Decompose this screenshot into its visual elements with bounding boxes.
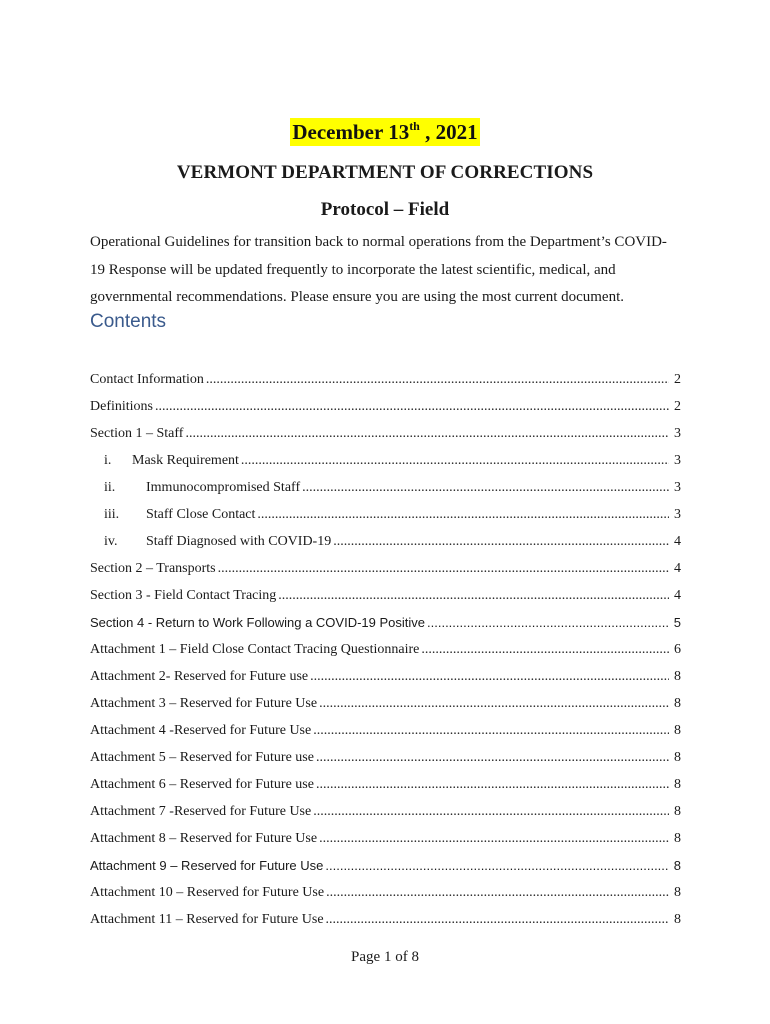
toc-entry-page: 3 — [674, 453, 681, 468]
toc-entry[interactable] — [90, 798, 681, 825]
toc-entry-page: 4 — [674, 561, 681, 576]
toc-entry-label[interactable]: Attachment 6 – Reserved for Future use — [90, 777, 314, 792]
toc-entry-label[interactable]: Attachment 2- Reserved for Future use — [90, 669, 309, 684]
toc-entry-number: iii. — [104, 507, 120, 522]
toc-entry-page: 8 — [674, 696, 681, 711]
organization-title: VERMONT DEPARTMENT OF CORRECTIONS — [176, 162, 594, 183]
toc-entry-page: 4 — [674, 534, 681, 549]
toc-dot-leader — [319, 825, 669, 852]
toc-entry-page: 8 — [674, 723, 681, 738]
toc-dot-leader — [310, 663, 669, 690]
page-number: Page 1 of 8 — [351, 949, 419, 965]
toc-entry-page: 8 — [674, 750, 681, 765]
toc-dot-leader — [316, 771, 669, 798]
date-text: December 13 — [292, 120, 410, 144]
toc-dot-leader — [313, 798, 669, 825]
toc-entry-label[interactable]: Staff Close Contact — [146, 507, 256, 522]
document-date — [0, 118, 770, 146]
table-of-contents — [90, 366, 681, 933]
toc-entry-label[interactable]: Attachment 7 -Reserved for Future Use — [90, 804, 312, 819]
toc-entry-page: 6 — [674, 642, 681, 657]
toc-entry[interactable] — [90, 690, 681, 717]
toc-entry[interactable] — [90, 879, 681, 906]
toc-entry-label[interactable]: Section 3 - Field Contact Tracing — [90, 588, 277, 603]
toc-entry-label[interactable]: Attachment 8 – Reserved for Future Use — [90, 831, 318, 846]
toc-entry-label[interactable]: Attachment 3 – Reserved for Future Use — [90, 696, 318, 711]
toc-entry-label[interactable]: Mask Requirement — [132, 453, 239, 468]
toc-entry-label[interactable]: Attachment 5 – Reserved for Future use — [90, 750, 314, 765]
toc-entry-label[interactable]: Section 2 – Transports — [90, 561, 216, 576]
toc-entry[interactable] — [90, 825, 681, 852]
toc-entry[interactable] — [90, 771, 681, 798]
toc-entry-page: 2 — [674, 372, 681, 387]
toc-entry[interactable] — [90, 852, 681, 879]
toc-dot-leader — [326, 879, 669, 906]
toc-dot-leader — [427, 609, 669, 636]
toc-entry[interactable] — [90, 393, 681, 420]
toc-entry-page: 5 — [673, 615, 681, 630]
toc-entry-page: 8 — [674, 831, 681, 846]
toc-dot-leader — [316, 744, 669, 771]
toc-entry-label[interactable]: Attachment 10 – Reserved for Future Use — [90, 885, 325, 900]
date-year: , 2021 — [419, 120, 478, 144]
toc-entry[interactable] — [90, 582, 681, 609]
toc-entry[interactable] — [90, 555, 681, 582]
toc-entry-label[interactable]: Attachment 4 -Reserved for Future Use — [90, 723, 312, 738]
contents-heading: Contents — [90, 311, 167, 332]
toc-entry-page: 8 — [673, 858, 681, 873]
toc-entry-number: i. — [104, 453, 112, 468]
toc-entry-page: 8 — [674, 912, 681, 927]
toc-entry-number: iv. — [104, 534, 118, 549]
toc-entry[interactable] — [90, 717, 681, 744]
toc-entry-label[interactable]: Immunocompromised Staff — [146, 480, 301, 495]
intro-paragraph: Operational Guidelines for transition back to normal operations from the Department’s COVID-19 Response will be updated frequently to incorporate the latest scientific, medical, and governmental recommendations. Please ensure you are using the most current document. — [90, 234, 667, 305]
toc-entry[interactable] — [90, 366, 681, 393]
toc-entry-label[interactable]: Attachment 11 – Reserved for Future Use — [90, 912, 324, 927]
toc-entry-page: 4 — [674, 588, 681, 603]
toc-dot-leader — [325, 852, 669, 879]
toc-dot-leader — [421, 636, 669, 663]
toc-entry[interactable] — [90, 447, 681, 474]
toc-dot-leader — [257, 501, 669, 528]
toc-entry[interactable] — [90, 744, 681, 771]
toc-entry[interactable] — [90, 501, 681, 528]
toc-entry-page: 8 — [674, 885, 681, 900]
toc-entry-page: 3 — [674, 426, 681, 441]
toc-entry-label[interactable]: Attachment 9 – Reserved for Future Use — [90, 858, 324, 873]
date-ordinal: th — [409, 119, 420, 133]
toc-entry[interactable] — [90, 636, 681, 663]
toc-entry-label[interactable]: Section 1 – Staff — [90, 426, 184, 441]
toc-entry-label[interactable]: Contact Information — [90, 372, 204, 387]
toc-entry-label[interactable]: Attachment 1 – Field Close Contact Tracing Questionnaire — [90, 642, 420, 657]
toc-dot-leader — [185, 420, 669, 447]
toc-entry-page: 3 — [674, 480, 681, 495]
toc-entry[interactable] — [90, 906, 681, 933]
toc-dot-leader — [333, 528, 669, 555]
toc-entry-page: 3 — [674, 507, 681, 522]
toc-dot-leader — [218, 555, 669, 582]
toc-entry[interactable] — [90, 609, 681, 636]
toc-dot-leader — [326, 906, 669, 933]
toc-dot-leader — [302, 474, 669, 501]
toc-dot-leader — [155, 393, 669, 420]
toc-entry-page: 8 — [674, 804, 681, 819]
toc-entry[interactable] — [90, 420, 681, 447]
toc-entry-label[interactable]: Section 4 - Return to Work Following a COVID-19 Positive — [90, 615, 426, 630]
toc-dot-leader — [206, 366, 669, 393]
toc-entry[interactable] — [90, 528, 681, 555]
protocol-title: Protocol – Field — [320, 199, 450, 220]
toc-entry-label[interactable]: Definitions — [90, 399, 153, 414]
toc-entry-label[interactable]: Staff Diagnosed with COVID-19 — [146, 534, 332, 549]
toc-entry-number: ii. — [104, 480, 116, 495]
toc-dot-leader — [319, 690, 669, 717]
toc-entry[interactable] — [90, 474, 681, 501]
date-highlight — [290, 118, 479, 146]
toc-dot-leader — [241, 447, 669, 474]
toc-dot-leader — [278, 582, 669, 609]
toc-entry-page: 8 — [674, 669, 681, 684]
toc-dot-leader — [313, 717, 669, 744]
toc-entry-page: 2 — [674, 399, 681, 414]
toc-entry[interactable] — [90, 663, 681, 690]
toc-entry-page: 8 — [674, 777, 681, 792]
